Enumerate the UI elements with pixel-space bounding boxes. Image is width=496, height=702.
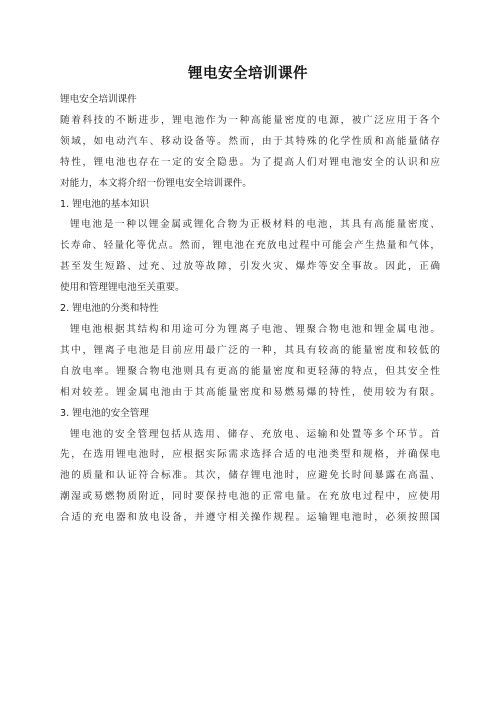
- text-line: 锂电池是一种以锂金属或锂化合物为正极材料的电池，其具有高能量密度、: [70, 219, 440, 231]
- document-title: 锂电安全培训课件: [188, 66, 308, 82]
- text-line: 甚至发生短路、过充、过放等故障，引发火灾、爆炸等安全事故。因此，正确: [60, 261, 440, 273]
- text-line: 随着科技的不断进步，锂电池作为一种高能量密度的电源，被广泛应用于各个: [60, 114, 440, 126]
- document-body: [60, 90, 440, 529]
- text-line: 锂电池的安全管理包括从选用、储存、充放电、运输和处置等多个环节。首: [70, 428, 440, 440]
- section-heading: 1. 锂电池的基本知识: [60, 198, 149, 210]
- text-line: 潮湿或易燃物质附近，同时要保持电池的正常电量。在充放电过程中，应使用: [60, 491, 440, 503]
- text-line: 相对较差。锂金属电池由于其高能量密度和易燃易爆的特性，使用较为有限。: [60, 386, 440, 398]
- text-line: 领域，如电动汽车、移动设备等。然而，由于其特殊的化学性质和高能量储存: [60, 135, 440, 147]
- text-line: 自放电率。锂聚合物电池则具有更高的能量密度和更轻薄的特点，但其安全性: [60, 365, 440, 377]
- text-line: 合适的充电器和放电设备，并遵守相关操作规程。运输锂电池时，必须按照国: [60, 512, 440, 524]
- text-line: 对能力，本文将介绍一份锂电安全培训课件。: [60, 177, 252, 189]
- text-line: 使用和管理锂电池至关重要。: [60, 282, 185, 294]
- section-heading: 2. 锂电池的分类和特性: [60, 303, 159, 315]
- text-line: 长寿命、轻量化等优点。然而，锂电池在充放电过程中可能会产生热量和气体，: [60, 240, 440, 252]
- text-line: 先，在选用锂电池时，应根据实际需求选择合适的电池类型和规格，并确保电: [60, 449, 440, 461]
- text-line: 池的质量和认证符合标准。其次，储存锂电池时，应避免长时间暴露在高温、: [60, 470, 440, 482]
- text-line: 特性，锂电池也存在一定的安全隐患。为了提高人们对锂电池安全的认识和应: [60, 156, 440, 168]
- text-line: 其中，锂离子电池是目前应用最广泛的一种，其具有较高的能量密度和较低的: [60, 344, 440, 356]
- section-heading: 3. 锂电池的安全管理: [60, 407, 149, 419]
- document-subtitle: 锂电安全培训课件: [60, 94, 137, 105]
- text-line: 锂电池根据其结构和用途可分为锂离子电池、锂聚合物电池和锂金属电池。: [70, 323, 440, 335]
